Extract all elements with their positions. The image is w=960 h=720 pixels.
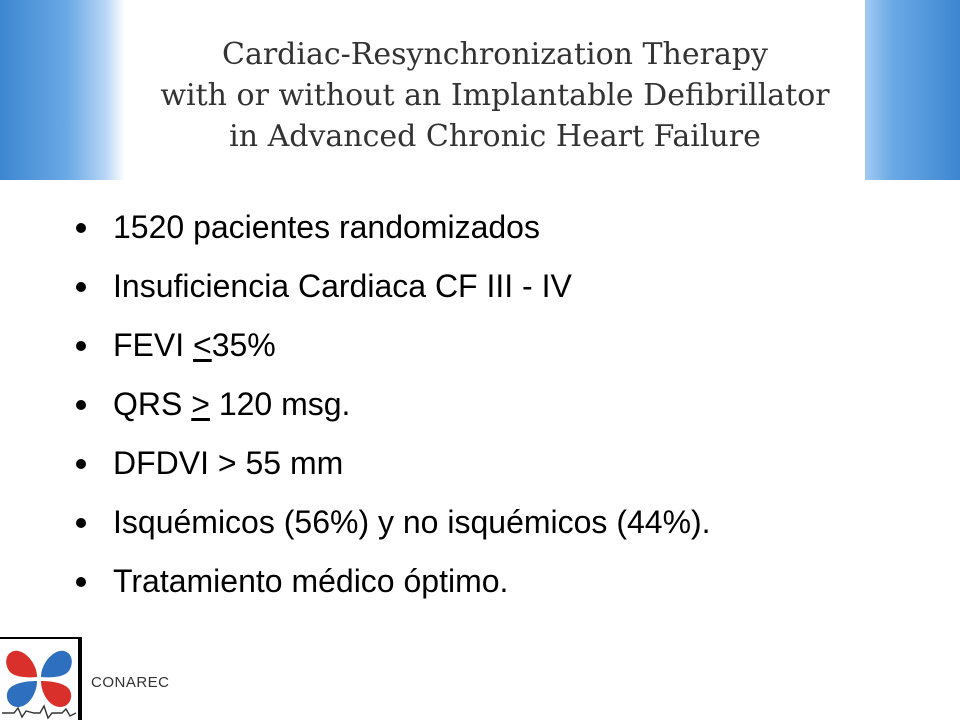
bullet-dot-icon <box>76 223 86 233</box>
bullet-item <box>76 257 936 316</box>
bullet-text-part: FEVI <box>113 327 194 363</box>
slide-title <box>125 0 865 180</box>
bullet-text: DFDVI > 55 mm <box>113 445 344 481</box>
bullet-text <box>113 386 350 423</box>
bullet-dot-icon <box>76 459 86 469</box>
logo-graphic <box>0 639 78 720</box>
bullet-text-part: QRS <box>113 386 192 422</box>
footer-label: CONAREC <box>91 674 170 691</box>
bullet-text: 1520 pacientes randomizados <box>113 209 540 245</box>
bullet-text: Tratamiento médico óptimo. <box>113 563 509 599</box>
bullet-text-part: 120 msg. <box>209 386 351 422</box>
bullet-dot-icon <box>76 577 86 587</box>
bullet-item <box>76 434 936 493</box>
bullet-dot-icon <box>76 282 86 292</box>
bullet-item <box>76 198 936 257</box>
bullet-text-part: 35% <box>211 327 276 363</box>
bullet-item <box>76 316 936 375</box>
title-line-3: in Advanced Chronic Heart Failure <box>229 118 761 154</box>
bullet-text: Isquémicos (56%) y no isquémicos (44%). <box>113 504 711 540</box>
bullet-item <box>76 375 936 434</box>
bullet-dot-icon <box>76 518 86 528</box>
header-banner <box>0 0 960 180</box>
bullet-list <box>76 198 936 611</box>
title-line-2: with or without an Implantable Defibrillator <box>160 77 830 113</box>
underlined-symbol: < <box>193 327 212 363</box>
title-line-1: Cardiac-Resynchronization Therapy <box>222 36 768 72</box>
bullet-text: Insuficiencia Cardiaca CF III - IV <box>113 268 572 304</box>
bullet-dot-icon <box>76 341 86 351</box>
bullet-dot-icon <box>76 400 86 410</box>
bullet-text <box>113 327 276 364</box>
bullet-item <box>76 493 936 552</box>
underlined-symbol: > <box>191 386 210 422</box>
bullet-item <box>76 552 936 611</box>
conarec-heart-logo-icon <box>0 637 82 720</box>
